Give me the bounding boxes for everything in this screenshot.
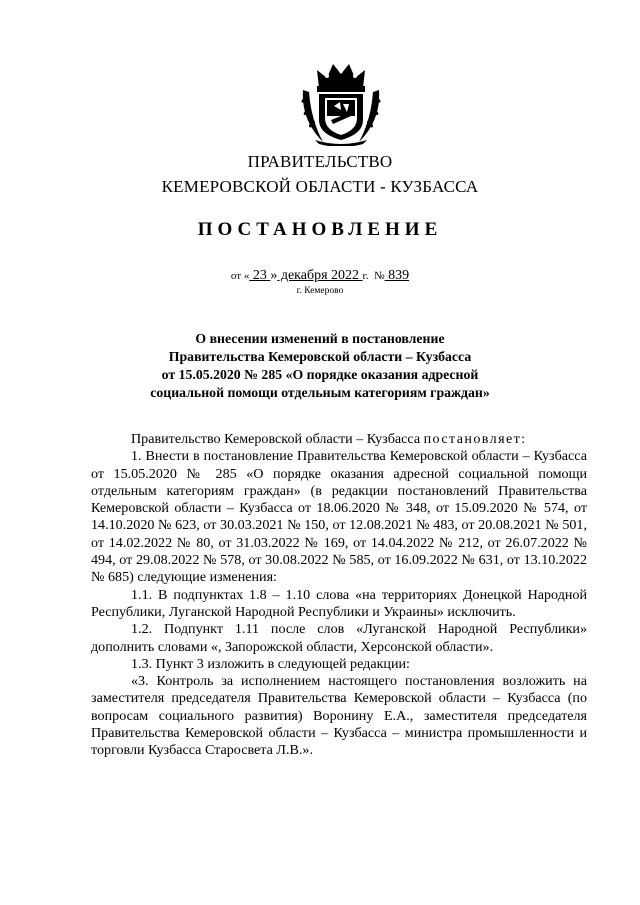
date-prefix: от « (230, 270, 250, 282)
paragraph-1: 1. Внести в постановление Правительства Кемеровской области – Кузбасса от 15.05.2020 № 285 «О порядке оказания адресной социальной помощи отдельным категориям граждан» (в редакции постановлений Правительства Кемеровской области – Кузбасса от 18.06.2020 № 348, от 15.09.2020 № 574, от 14.10.2020 № 623, от 30.03.2021 № 150, от 12.08.2021 № 483, от 20.08.2021 № 501, от 14.02.2022 № 80, от 31.03.2022 № 169, от 14.04.2022 № 212, от 26.07.2022 № 494, от 29.08.2022 № 578, от 30.08.2022 № 585, от 16.09.2022 № 631, от 13.10.2022 № 685) следующие изменения: (91, 448, 587, 586)
title-line-4: социальной помощи отдельным категориям граждан» (150, 385, 490, 400)
title-line-2: Правительства Кемеровской области – Кузбасса (168, 349, 472, 364)
date-day: 23 (249, 268, 271, 283)
paragraph-quote-3: «3. Контроль за исполнением настоящего постановления возложить на заместителя председателя Правительства Кемеровской области – Кузбасса (по вопросам социального развития) Воронину Е.А., заместителя председателя Правительства Кемеровской области – Кузбасса – министра промышленности и торговли Кузбасса Старосвета Л.В.». (91, 673, 587, 759)
paragraph-preamble (91, 431, 587, 448)
number-sign: № (374, 270, 385, 282)
organization-line-1: ПРАВИТЕЛЬСТВО (247, 152, 393, 171)
preamble-text: Правительство Кемеровской области – Кузбасса (131, 431, 424, 447)
organization-line-2: КЕМЕРОВСКОЙ ОБЛАСТИ - КУЗБАССА (161, 177, 479, 196)
document-title (100, 330, 540, 402)
paragraph-1-3: 1.3. Пункт 3 изложить в следующей редакции: (131, 655, 410, 672)
date-quote-close: » (270, 268, 278, 283)
kuzbass-coat-of-arms-icon (297, 60, 385, 146)
document-type: ПОСТАНОВЛЕНИЕ (197, 219, 443, 240)
paragraph-1-2: 1.2. Подпункт 1.11 после слов «Луганской Народной Республики» дополнить словами «, Запорожской области, Херсонской области». (91, 621, 587, 655)
date-year-suffix: г. (362, 270, 369, 282)
title-line-3: от 15.05.2020 № 285 «О порядке оказания адресной (161, 367, 479, 382)
date-number-line (0, 268, 640, 284)
document-body (91, 431, 587, 760)
title-line-1: О внесении изменений в постановление (195, 331, 445, 346)
document-number: 839 (384, 268, 410, 283)
date-month-year: декабря 2022 (277, 268, 363, 283)
preamble-resolves: постановляет: (423, 431, 527, 447)
city: г. Кемерово (296, 286, 344, 296)
paragraph-1-1: 1.1. В подпунктах 1.8 – 1.10 слова «на территориях Донецкой Народной Республики, Луганской Народной Республики и Украины» исключить. (91, 586, 587, 620)
